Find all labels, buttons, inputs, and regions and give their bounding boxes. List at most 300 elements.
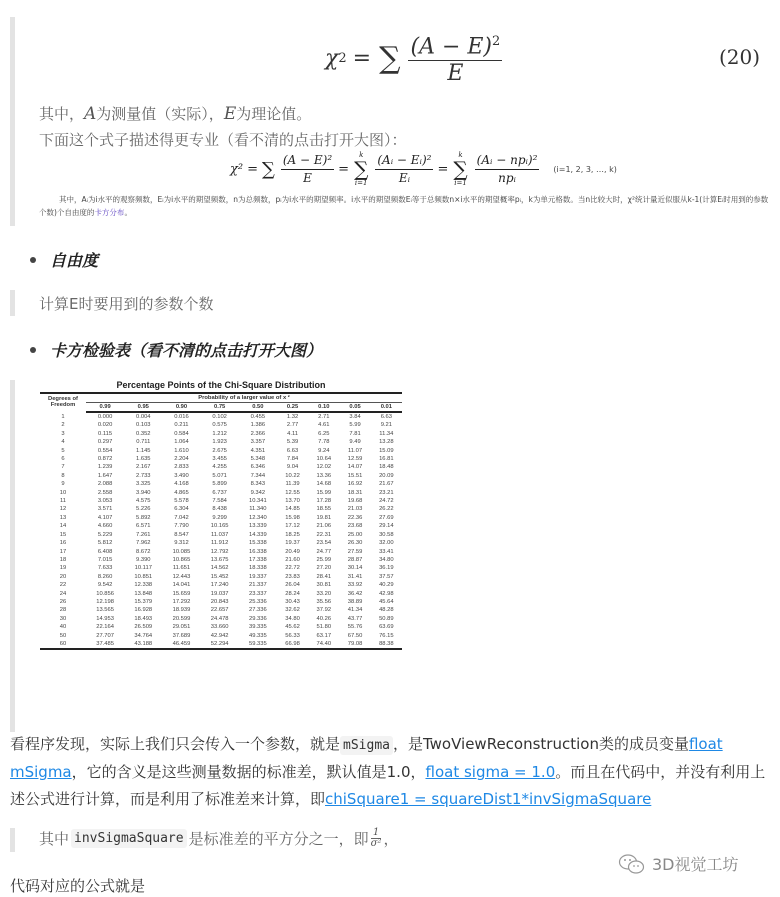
value-cell: 10.085 — [172, 548, 191, 555]
formula-sum: ∑ — [379, 40, 401, 76]
value-cell: 13.28 — [379, 439, 394, 446]
value-cell: 2.675 — [212, 447, 227, 454]
value-cell: 10.851 — [134, 573, 153, 580]
value-cell: 6.63 — [286, 447, 299, 454]
value-cell: 32.62 — [285, 607, 300, 614]
probability-header: 0.95 — [124, 403, 162, 413]
link-float-sigma[interactable]: float sigma = 1.0 — [425, 763, 556, 781]
probability-header: 0.05 — [339, 403, 370, 413]
value-cell: 4.660 — [97, 523, 113, 530]
fimg-sum-lower-2: i=1 — [454, 179, 467, 187]
value-cell: 28.41 — [316, 573, 332, 580]
value-cell: 25.99 — [316, 556, 332, 563]
value-cell: 0.000 — [97, 414, 113, 420]
value-cell: 11.39 — [285, 481, 300, 488]
value-cell: 14.85 — [285, 506, 300, 513]
value-cell: 4.575 — [136, 498, 151, 505]
dof-cell: 1 — [61, 413, 65, 420]
dof-blockquote — [10, 290, 770, 316]
value-cell: 8.343 — [250, 481, 266, 488]
table-row — [40, 598, 402, 606]
table-row — [40, 539, 402, 547]
value-cell: 10.22 — [285, 472, 300, 479]
dof-cell: 17 — [59, 548, 67, 555]
dof-cell: 10 — [59, 489, 67, 496]
table-row — [40, 421, 402, 429]
value-cell: 2.088 — [97, 481, 113, 488]
value-cell: 1.923 — [212, 439, 227, 446]
value-cell: 0.103 — [136, 422, 151, 429]
note-text: 其中，Aᵢ为i水平的观察频数，Eᵢ为i水平的期望频数，n为总频数，pᵢ为i水平的期望频率。i水平的期望频数Eᵢ等于总频数n×i水平的期望概率pᵢ，k为单元格数。当n比较大时，χ²统计量近似服从k-1(计算Eᵢ时用到的参数个数)个自由度的 — [39, 195, 769, 217]
value-cell: 21.337 — [248, 582, 267, 589]
value-cell: 21.60 — [285, 556, 300, 563]
dof-cell: 6 — [61, 456, 65, 463]
value-cell: 22.31 — [316, 531, 332, 538]
value-cell: 0.004 — [136, 414, 151, 420]
value-cell: 88.38 — [379, 640, 394, 647]
value-cell: 19.81 — [316, 514, 332, 521]
inline-code-invsigmasquare: invSigmaSquare — [71, 829, 187, 848]
value-cell: 4.168 — [174, 481, 189, 488]
value-cell: 7.261 — [136, 531, 151, 538]
value-cell: 9.299 — [212, 514, 227, 521]
value-cell: 39.335 — [248, 624, 267, 631]
value-cell: 7.042 — [174, 514, 189, 521]
value-cell: 3.940 — [136, 489, 151, 496]
value-cell: 23.83 — [285, 573, 300, 580]
formula-lhs: χ — [325, 45, 339, 71]
formula-fraction — [408, 29, 502, 87]
dof-header — [40, 393, 86, 412]
value-cell: 55.76 — [347, 624, 363, 631]
value-cell: 7.81 — [349, 430, 361, 437]
value-cell: 27.20 — [316, 565, 332, 572]
value-cell: 33.20 — [316, 590, 332, 597]
value-cell: 12.02 — [316, 464, 332, 471]
inv-sigma-blockquote — [10, 828, 770, 852]
value-cell: 17.12 — [285, 523, 300, 530]
value-cell: 49.335 — [248, 632, 267, 639]
value-cell: 9.342 — [250, 489, 266, 496]
value-cell: 3.357 — [250, 439, 266, 446]
formula-equals: = — [352, 45, 372, 71]
value-cell: 18.48 — [379, 464, 394, 471]
value-cell: 15.51 — [347, 472, 363, 479]
value-cell: 18.338 — [248, 565, 267, 572]
value-cell: 4.255 — [212, 464, 227, 471]
value-cell: 4.351 — [250, 447, 266, 454]
value-cell: 0.554 — [97, 447, 113, 454]
value-cell: 29.336 — [248, 615, 267, 622]
value-cell: 28.24 — [285, 590, 300, 597]
value-cell: 5.071 — [212, 472, 227, 479]
value-cell: 51.80 — [316, 624, 332, 631]
value-cell: 18.939 — [172, 607, 191, 614]
value-cell: 5.39 — [286, 439, 299, 446]
value-cell: 24.77 — [316, 548, 332, 555]
table-body — [40, 412, 402, 649]
value-cell: 2.733 — [136, 472, 151, 479]
value-cell: 2.71 — [318, 414, 330, 420]
prob-header: Probability of a larger value of x ² — [86, 393, 402, 403]
explanation-suffix: 为理论值。 — [236, 105, 312, 123]
value-cell: 15.338 — [248, 540, 267, 547]
value-cell: 50.89 — [379, 615, 394, 622]
value-cell: 56.33 — [285, 632, 300, 639]
dof-cell: 11 — [59, 498, 67, 505]
value-cell: 32.00 — [379, 540, 394, 547]
table-row — [40, 489, 402, 497]
value-cell: 2.167 — [136, 464, 151, 471]
link-float-msigma[interactable]: float mSigma — [10, 735, 723, 781]
table-row — [40, 531, 402, 539]
dof-header-line1: Degrees of — [48, 396, 78, 402]
value-cell: 4.61 — [318, 422, 330, 429]
last-line-text: 代码对应的公式就是 — [10, 877, 146, 895]
dof-cell: 13 — [59, 514, 67, 521]
fimg-part1-den: E — [303, 170, 312, 185]
value-cell: 15.379 — [134, 598, 153, 605]
value-cell: 5.226 — [136, 506, 151, 513]
value-cell: 16.81 — [379, 456, 394, 463]
bullet-dot-icon — [30, 347, 36, 353]
table-row — [40, 573, 402, 581]
value-cell: 8.547 — [174, 531, 189, 538]
dof-cell: 15 — [59, 531, 67, 538]
value-cell: 11.07 — [348, 447, 363, 454]
note-end: 。 — [124, 208, 132, 217]
fimg-part3-num: (Aᵢ − npᵢ)² — [475, 152, 540, 170]
value-cell: 0.016 — [174, 414, 189, 420]
value-cell: 30.81 — [316, 582, 332, 589]
value-cell: 29.14 — [379, 523, 394, 530]
value-cell: 6.25 — [318, 430, 330, 437]
dof-cell: 5 — [61, 447, 65, 454]
value-cell: 9.312 — [174, 540, 189, 547]
value-cell: 3.455 — [212, 456, 227, 463]
value-cell: 13.565 — [96, 607, 114, 614]
value-cell: 41.34 — [347, 607, 363, 614]
value-cell: 34.80 — [379, 556, 394, 563]
fimg-part1-num: (A − E)² — [281, 152, 334, 170]
value-cell: 9.21 — [380, 422, 392, 429]
value-cell: 24.478 — [210, 615, 229, 622]
bullet-degrees-of-freedom — [30, 248, 98, 271]
value-cell: 6.304 — [174, 506, 189, 513]
formula-image[interactable]: χ² = ∑ $\frac{\text{(A − E)²}}{E}$ = k ∑ i=1 $\frac{\text{(Aᵢ − Eᵢ)²}}{\text{Eᵢ}}$ = k ∑ i=1 $\frac{\text{(Aᵢ − npᵢ)²}}{\text{npᵢ}}$ (i=1, 2, 3, …, k) — [230, 151, 617, 187]
bullet-label: 自由度 — [50, 251, 99, 270]
dof-cell: 60 — [59, 640, 67, 647]
table-row — [40, 505, 402, 513]
frac-num: 1 — [372, 827, 380, 838]
value-cell: 0.584 — [174, 430, 189, 437]
value-cell: 18.55 — [316, 506, 332, 513]
value-cell: 22.657 — [210, 607, 229, 614]
chi-square-formula — [325, 29, 502, 87]
value-cell: 1.647 — [97, 472, 113, 479]
value-cell: 13.339 — [248, 523, 267, 530]
value-cell: 36.42 — [347, 590, 363, 597]
value-cell: 17.240 — [210, 582, 229, 589]
value-cell: 67.50 — [347, 632, 363, 639]
value-cell: 3.84 — [349, 414, 361, 420]
value-cell: 0.872 — [97, 456, 113, 463]
value-cell: 13.848 — [134, 590, 153, 597]
value-cell: 15.452 — [210, 573, 229, 580]
value-cell: 12.198 — [96, 598, 114, 605]
value-cell: 26.509 — [134, 624, 153, 631]
value-cell: 37.57 — [379, 573, 394, 580]
value-cell: 45.62 — [285, 624, 300, 631]
value-cell: 0.455 — [250, 414, 266, 420]
value-cell: 22.164 — [96, 624, 114, 631]
value-cell: 25.336 — [248, 598, 267, 605]
value-cell: 2.204 — [174, 456, 189, 463]
value-cell: 12.59 — [347, 456, 363, 463]
chi-square-distribution-link[interactable]: 卡方分布 — [94, 208, 125, 217]
value-cell: 7.633 — [97, 565, 113, 572]
formula-blockquote — [10, 17, 770, 226]
value-cell: 20.599 — [172, 615, 191, 622]
value-cell: 14.562 — [210, 565, 229, 572]
value-cell: 7.015 — [97, 556, 113, 563]
formula-denominator: E — [447, 61, 464, 87]
explanation-line-2: 下面这个式子描述得更专业（看不清的点击打开大图）： — [39, 131, 407, 149]
dof-cell: 28 — [59, 607, 67, 614]
value-cell: 26.30 — [347, 540, 363, 547]
value-cell: 20.09 — [379, 472, 394, 479]
probability-header: 0.99 — [86, 403, 124, 413]
value-cell: 45.64 — [379, 598, 394, 605]
table-row — [40, 615, 402, 623]
dof-cell: 4 — [61, 439, 65, 446]
value-cell: 21.03 — [347, 506, 363, 513]
value-cell: 38.89 — [347, 598, 363, 605]
inv-suffix: ， — [383, 830, 399, 848]
probability-header: 0.90 — [162, 403, 200, 413]
dof-cell: 40 — [59, 624, 67, 631]
value-cell: 22.72 — [285, 565, 300, 572]
value-cell: 21.67 — [379, 481, 394, 488]
value-cell: 8.672 — [136, 548, 151, 555]
value-cell: 27.707 — [96, 632, 114, 639]
value-cell: 13.70 — [285, 498, 300, 505]
explanation-mid: 为测量值（实际）， — [96, 105, 224, 123]
value-cell: 15.659 — [172, 590, 191, 597]
dof-cell: 19 — [59, 565, 67, 572]
value-cell: 0.211 — [174, 422, 189, 429]
value-cell: 2.833 — [174, 464, 189, 471]
table-row — [40, 564, 402, 572]
value-cell: 0.711 — [136, 439, 151, 446]
table-row — [40, 472, 402, 480]
watermark — [618, 852, 739, 875]
value-cell: 3.490 — [174, 472, 189, 479]
value-cell: 14.07 — [347, 464, 363, 471]
value-cell: 9.542 — [97, 582, 113, 589]
value-cell: 28.87 — [347, 556, 363, 563]
fimg-lhs: χ² — [230, 161, 244, 177]
formula-numerator-sup: 2 — [492, 34, 501, 49]
value-cell: 1.610 — [174, 447, 189, 454]
probability-header: 0.50 — [239, 403, 277, 413]
probability-header: 0.10 — [308, 403, 339, 413]
value-cell: 19.337 — [248, 573, 267, 580]
para-text-1: 看程序发现，实际上我们只会传入一个参数，就是 — [10, 735, 341, 753]
dof-cell: 18 — [59, 556, 67, 563]
value-cell: 10.165 — [210, 523, 229, 530]
value-cell: 7.344 — [250, 472, 266, 479]
table-row — [40, 438, 402, 446]
value-cell: 15.99 — [316, 489, 332, 496]
fimg-sum-upper: k — [359, 151, 364, 159]
wechat-icon — [618, 853, 646, 875]
value-cell: 2.77 — [286, 422, 299, 429]
value-cell: 4.11 — [287, 430, 298, 437]
table-row — [40, 430, 402, 438]
value-cell: 9.49 — [349, 439, 361, 446]
value-cell: 24.72 — [379, 498, 394, 505]
dof-quote-text: 计算E时要用到的参数个数 — [39, 295, 214, 313]
value-cell: 10.856 — [96, 590, 114, 597]
table-row — [40, 640, 402, 649]
var-e: E — [223, 104, 237, 124]
value-cell: 5.578 — [174, 498, 189, 505]
value-cell: 1.145 — [136, 447, 151, 454]
value-cell: 23.54 — [316, 540, 332, 547]
dof-cell: 7 — [61, 464, 65, 471]
value-cell: 1.064 — [174, 439, 189, 446]
value-cell: 6.737 — [212, 489, 227, 496]
value-cell: 7.584 — [212, 498, 227, 505]
dof-cell: 14 — [59, 523, 67, 530]
value-cell: 5.892 — [136, 514, 151, 521]
value-cell: 13.36 — [316, 472, 332, 479]
value-cell: 13.675 — [210, 556, 229, 563]
value-cell: 37.92 — [316, 607, 332, 614]
value-cell: 11.34 — [379, 430, 394, 437]
value-cell: 11.340 — [249, 506, 267, 513]
value-cell: 34.80 — [285, 615, 300, 622]
value-cell: 27.59 — [347, 548, 363, 555]
dof-cell: 9 — [61, 481, 65, 488]
value-cell: 23.68 — [347, 523, 363, 530]
value-cell: 12.338 — [134, 582, 153, 589]
value-cell: 5.812 — [97, 540, 113, 547]
value-cell: 48.28 — [379, 607, 394, 614]
value-cell: 12.340 — [248, 514, 267, 521]
value-cell: 33.92 — [347, 582, 363, 589]
value-cell: 6.408 — [97, 548, 113, 555]
table-row — [40, 581, 402, 589]
dof-cell: 3 — [61, 430, 65, 437]
value-cell: 11.912 — [211, 540, 229, 547]
equation-number: (20) — [718, 45, 760, 69]
probability-header: 0.75 — [201, 403, 239, 413]
value-cell: 0.352 — [136, 430, 151, 437]
value-cell: 6.346 — [250, 464, 266, 471]
para-text-3: ，它的含义是这些测量数据的标准差，默认值是1.0， — [71, 763, 426, 781]
value-cell: 5.99 — [349, 422, 361, 429]
value-cell: 8.260 — [97, 573, 113, 580]
value-cell: 36.19 — [379, 565, 394, 572]
var-a: A — [84, 104, 97, 124]
value-cell: 15.98 — [285, 514, 300, 521]
value-cell: 27.336 — [248, 607, 267, 614]
value-cell: 5.348 — [250, 456, 266, 463]
value-cell: 0.102 — [212, 414, 227, 420]
value-cell: 63.69 — [379, 624, 394, 631]
value-cell: 2.558 — [97, 489, 113, 496]
dof-cell: 8 — [61, 472, 65, 479]
chi-square-table-image[interactable] — [40, 378, 402, 650]
explanation-prefix: 其中， — [39, 105, 85, 123]
value-cell: 1.386 — [250, 422, 266, 429]
table-row — [40, 412, 402, 421]
value-cell: 52.294 — [210, 640, 229, 647]
table-row — [40, 514, 402, 522]
one-over-sigma-squared — [371, 828, 382, 849]
dof-cell: 12 — [59, 506, 67, 513]
formula-lhs-sup: 2 — [338, 50, 347, 66]
value-cell: 1.239 — [97, 464, 113, 471]
value-cell: 15.09 — [379, 447, 394, 454]
value-cell: 25.00 — [347, 531, 363, 538]
value-cell: 42.942 — [210, 632, 229, 639]
value-cell: 14.041 — [172, 582, 191, 589]
value-cell: 42.98 — [379, 590, 394, 597]
value-cell: 74.40 — [316, 640, 332, 647]
value-cell: 6.571 — [136, 523, 151, 530]
link-chisquare1[interactable]: chiSquare1 = squareDist1*invSigmaSquare — [325, 790, 652, 808]
value-cell: 3.053 — [97, 498, 113, 505]
value-cell: 79.08 — [347, 640, 363, 647]
value-cell: 14.339 — [248, 531, 267, 538]
value-cell: 9.390 — [136, 556, 151, 563]
value-cell: 1.212 — [212, 430, 227, 437]
value-cell: 18.493 — [134, 615, 153, 622]
formula-image-note — [39, 193, 774, 219]
table-row — [40, 590, 402, 598]
value-cell: 30.58 — [379, 531, 394, 538]
value-cell: 9.24 — [318, 447, 330, 454]
value-cell: 7.78 — [318, 439, 330, 446]
bullet-chi-square-table — [30, 338, 322, 361]
value-cell: 4.865 — [174, 489, 189, 496]
value-cell: 21.06 — [316, 523, 332, 530]
table-row — [40, 455, 402, 463]
value-cell: 35.56 — [316, 598, 332, 605]
value-cell: 10.64 — [316, 456, 332, 463]
value-cell: 2.366 — [250, 430, 266, 437]
value-cell: 0.297 — [97, 439, 113, 446]
dof-cell: 2 — [61, 422, 65, 429]
value-cell: 5.899 — [212, 481, 227, 488]
value-cell: 3.571 — [97, 506, 113, 513]
probability-header: 0.25 — [277, 403, 308, 413]
fimg-index-note: (i=1, 2, 3, …, k) — [553, 164, 617, 174]
value-cell: 63.17 — [316, 632, 332, 639]
bullet-label: 卡方检验表（看不清的点击打开大图） — [50, 341, 323, 360]
value-cell: 19.037 — [210, 590, 229, 597]
value-cell: 7.790 — [174, 523, 189, 530]
value-cell: 12.55 — [285, 489, 300, 496]
value-cell: 16.92 — [347, 481, 363, 488]
watermark-text: 3D视觉工坊 — [652, 855, 739, 874]
value-cell: 76.15 — [379, 632, 394, 639]
value-cell: 19.68 — [347, 498, 363, 505]
value-cell: 8.438 — [212, 506, 227, 513]
